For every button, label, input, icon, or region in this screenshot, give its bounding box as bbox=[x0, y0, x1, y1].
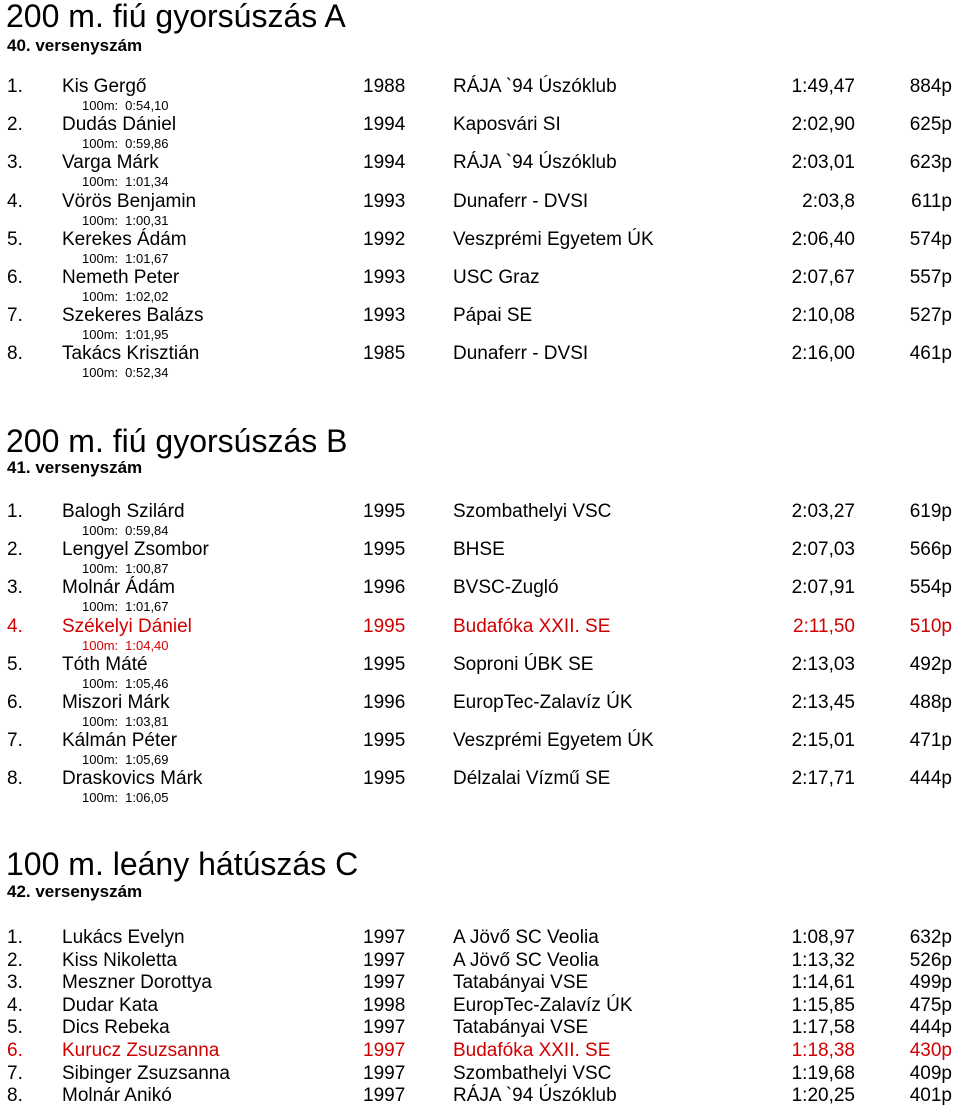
swimmer-name: Balogh Szilárd bbox=[62, 501, 185, 522]
result-time: 2:13,45 bbox=[791, 692, 855, 713]
swimmer-name: Vörös Benjamin bbox=[62, 190, 197, 212]
result-row bbox=[0, 151, 960, 175]
club-name: Veszprémi Egyetem ÚK bbox=[453, 730, 654, 752]
split-label: 100m: bbox=[82, 714, 119, 729]
result-points: 611p bbox=[911, 190, 952, 212]
swimmer-name: Kis Gergő bbox=[62, 76, 147, 97]
result-row bbox=[0, 266, 960, 290]
birth-year: 1997 bbox=[363, 1085, 406, 1107]
result-place: 2. bbox=[7, 539, 23, 561]
club-name: Délzalai Vízmű SE bbox=[453, 768, 611, 790]
split-time bbox=[82, 327, 169, 342]
result-points: 461p bbox=[909, 343, 952, 365]
result-row bbox=[0, 1084, 960, 1108]
result-time: 1:18,38 bbox=[791, 1040, 855, 1061]
split-value: 1:02,02 bbox=[125, 289, 169, 304]
result-points: 444p bbox=[909, 768, 952, 790]
result-time: 2:07,03 bbox=[791, 539, 855, 561]
result-row bbox=[0, 75, 960, 99]
swimmer-name: Sibinger Zsuzsanna bbox=[62, 1062, 230, 1084]
split-label: 100m: bbox=[82, 790, 119, 806]
swimmer-name: Draskovics Márk bbox=[62, 768, 203, 790]
event-number: 40. versenyszám bbox=[7, 36, 143, 55]
split-label: 100m: bbox=[82, 98, 119, 113]
result-points: 884p bbox=[909, 76, 952, 97]
result-place: 2. bbox=[7, 949, 23, 971]
club-name: Pápai SE bbox=[453, 305, 533, 327]
result-row bbox=[0, 1062, 960, 1086]
split-label: 100m: bbox=[82, 523, 119, 538]
result-time: 1:08,97 bbox=[791, 927, 855, 948]
birth-year: 1985 bbox=[363, 343, 406, 365]
split-value: 1:01,67 bbox=[125, 599, 169, 615]
swimmer-name: Dics Rebeka bbox=[62, 1017, 170, 1039]
result-row bbox=[0, 653, 960, 677]
result-place: 5. bbox=[7, 1017, 23, 1039]
split-time bbox=[82, 98, 169, 113]
result-place: 4. bbox=[7, 615, 23, 637]
birth-year: 1995 bbox=[363, 501, 406, 522]
result-place: 1. bbox=[7, 927, 23, 948]
result-time: 2:17,71 bbox=[791, 768, 855, 790]
swimmer-name: Dudar Kata bbox=[62, 994, 159, 1016]
result-row bbox=[0, 994, 960, 1018]
birth-year: 1995 bbox=[363, 539, 406, 561]
result-points: 444p bbox=[909, 1017, 952, 1039]
result-points: 557p bbox=[909, 267, 952, 288]
result-time: 1:15,85 bbox=[791, 994, 855, 1016]
result-points: 488p bbox=[909, 692, 952, 713]
birth-year: 1992 bbox=[363, 228, 406, 250]
result-place: 1. bbox=[7, 76, 23, 97]
club-name: Szombathelyi VSC bbox=[453, 1062, 612, 1084]
swimmer-name: Kiss Nikoletta bbox=[62, 949, 178, 971]
result-row bbox=[0, 1039, 960, 1063]
club-name: Soproni ÚBK SE bbox=[453, 653, 594, 675]
result-time: 2:10,08 bbox=[791, 305, 855, 327]
result-time: 2:06,40 bbox=[791, 228, 855, 250]
split-time bbox=[82, 174, 169, 189]
birth-year: 1993 bbox=[363, 267, 406, 288]
result-time: 1:49,47 bbox=[791, 76, 855, 97]
birth-year: 1997 bbox=[363, 927, 406, 948]
result-time: 1:20,25 bbox=[791, 1085, 855, 1107]
swimmer-name: Miszori Márk bbox=[62, 692, 170, 713]
split-time bbox=[82, 714, 169, 729]
result-row bbox=[0, 576, 960, 600]
result-place: 8. bbox=[7, 343, 23, 365]
split-label: 100m: bbox=[82, 365, 119, 381]
birth-year: 1993 bbox=[363, 305, 406, 327]
club-name: RÁJA `94 Úszóklub bbox=[453, 1085, 617, 1107]
club-name: Tatabányai VSE bbox=[453, 1017, 589, 1039]
split-label: 100m: bbox=[82, 250, 119, 266]
result-points: 619p bbox=[909, 501, 952, 522]
swimmer-name: Kerekes Ádám bbox=[62, 228, 187, 250]
result-place: 3. bbox=[7, 972, 23, 994]
club-name: Szombathelyi VSC bbox=[453, 501, 612, 522]
event-number: 41. versenyszám bbox=[7, 458, 143, 477]
split-value: 1:06,05 bbox=[125, 790, 169, 806]
club-name: Dunaferr - DVSI bbox=[453, 343, 589, 365]
split-time bbox=[82, 251, 169, 266]
result-place: 5. bbox=[7, 228, 23, 250]
result-points: 409p bbox=[909, 1062, 952, 1084]
club-name: Kaposvári SI bbox=[453, 114, 561, 136]
result-time: 2:07,67 bbox=[791, 267, 855, 288]
result-place: 2. bbox=[7, 114, 23, 136]
result-place: 7. bbox=[7, 305, 23, 327]
result-time: 2:15,01 bbox=[791, 730, 855, 752]
result-place: 1. bbox=[7, 501, 23, 522]
result-time: 2:03,27 bbox=[791, 501, 855, 522]
result-time: 1:14,61 bbox=[791, 972, 855, 994]
swimmer-name: Kurucz Zsuzsanna bbox=[62, 1040, 220, 1061]
split-time bbox=[82, 561, 169, 576]
result-time: 2:03,8 bbox=[802, 190, 855, 212]
swimmer-name: Molnár Ádám bbox=[62, 577, 175, 599]
split-label: 100m: bbox=[82, 561, 119, 577]
split-value: 0:52,34 bbox=[125, 365, 169, 381]
swimmer-name: Varga Márk bbox=[62, 152, 159, 174]
result-place: 6. bbox=[7, 1040, 23, 1061]
split-label: 100m: bbox=[82, 212, 119, 228]
split-time bbox=[82, 289, 169, 304]
split-value: 1:00,87 bbox=[125, 561, 169, 577]
swimmer-name: Székelyi Dániel bbox=[62, 615, 192, 637]
split-label: 100m: bbox=[82, 599, 119, 615]
result-time: 1:17,58 bbox=[791, 1017, 855, 1039]
club-name: EuropTec-Zalavíz ÚK bbox=[453, 994, 633, 1016]
swimmer-name: Tóth Máté bbox=[62, 653, 148, 675]
swimmer-name: Meszner Dorottya bbox=[62, 972, 212, 994]
split-label: 100m: bbox=[82, 675, 119, 691]
event-title: 200 m. fiú gyorsúszás B bbox=[6, 423, 348, 459]
result-time: 2:02,90 bbox=[791, 114, 855, 136]
birth-year: 1996 bbox=[363, 577, 406, 599]
result-place: 4. bbox=[7, 190, 23, 212]
club-name: RÁJA `94 Úszóklub bbox=[453, 152, 617, 174]
result-time: 1:13,32 bbox=[791, 949, 855, 971]
result-points: 625p bbox=[909, 114, 952, 136]
result-place: 6. bbox=[7, 267, 23, 288]
event-number: 42. versenyszám bbox=[7, 882, 143, 901]
split-value: 0:54,10 bbox=[125, 98, 169, 113]
birth-year: 1997 bbox=[363, 1017, 406, 1039]
birth-year: 1994 bbox=[363, 114, 406, 136]
result-time: 2:03,01 bbox=[791, 152, 855, 174]
result-points: 401p bbox=[909, 1085, 952, 1107]
split-label: 100m: bbox=[82, 289, 119, 304]
split-label: 100m: bbox=[82, 637, 119, 653]
club-name: BVSC-Zugló bbox=[453, 577, 559, 599]
birth-year: 1998 bbox=[363, 994, 406, 1016]
result-row bbox=[0, 926, 960, 950]
club-name: Budafóka XXII. SE bbox=[453, 1040, 611, 1061]
club-name: Dunaferr - DVSI bbox=[453, 190, 589, 212]
result-points: 574p bbox=[909, 228, 952, 250]
result-points: 471p bbox=[909, 730, 952, 752]
result-place: 3. bbox=[7, 152, 23, 174]
result-time: 1:19,68 bbox=[791, 1062, 855, 1084]
result-row bbox=[0, 971, 960, 995]
swimmer-name: Dudás Dániel bbox=[62, 114, 177, 136]
result-row bbox=[0, 1016, 960, 1040]
result-row bbox=[0, 691, 960, 715]
result-row bbox=[0, 615, 960, 639]
result-row bbox=[0, 342, 960, 366]
birth-year: 1997 bbox=[363, 972, 406, 994]
result-place: 4. bbox=[7, 994, 23, 1016]
split-value: 0:59,84 bbox=[125, 523, 169, 538]
split-time bbox=[82, 599, 169, 614]
result-points: 475p bbox=[909, 994, 952, 1016]
swimmer-name: Szekeres Balázs bbox=[62, 305, 204, 327]
birth-year: 1995 bbox=[363, 730, 406, 752]
result-time: 2:16,00 bbox=[791, 343, 855, 365]
split-label: 100m: bbox=[82, 327, 119, 343]
birth-year: 1993 bbox=[363, 190, 406, 212]
split-label: 100m: bbox=[82, 174, 119, 190]
split-value: 1:03,81 bbox=[125, 714, 169, 729]
result-time: 2:13,03 bbox=[791, 653, 855, 675]
split-time bbox=[82, 638, 169, 653]
result-place: 8. bbox=[7, 768, 23, 790]
birth-year: 1997 bbox=[363, 1040, 406, 1061]
result-points: 554p bbox=[909, 577, 952, 599]
result-time: 2:11,50 bbox=[793, 615, 855, 637]
club-name: Tatabányai VSE bbox=[453, 972, 589, 994]
split-value: 1:05,46 bbox=[125, 675, 169, 691]
club-name: A Jövő SC Veolia bbox=[453, 949, 599, 971]
result-points: 527p bbox=[909, 305, 952, 327]
result-points: 499p bbox=[909, 972, 952, 994]
club-name: A Jövő SC Veolia bbox=[453, 927, 599, 948]
swimmer-name: Lengyel Zsombor bbox=[62, 539, 209, 561]
result-points: 566p bbox=[909, 539, 952, 561]
birth-year: 1997 bbox=[363, 1062, 406, 1084]
event-title: 200 m. fiú gyorsúszás A bbox=[6, 0, 346, 34]
result-place: 7. bbox=[7, 730, 23, 752]
swimmer-name: Takács Krisztián bbox=[62, 343, 200, 365]
result-place: 3. bbox=[7, 577, 23, 599]
birth-year: 1995 bbox=[363, 653, 406, 675]
swimmer-name: Lukács Evelyn bbox=[62, 927, 185, 948]
result-row bbox=[0, 538, 960, 562]
result-row bbox=[0, 949, 960, 973]
split-time bbox=[82, 365, 169, 380]
result-points: 632p bbox=[909, 927, 952, 948]
result-points: 430p bbox=[909, 1040, 952, 1061]
result-row bbox=[0, 500, 960, 524]
split-time bbox=[82, 752, 169, 767]
club-name: BHSE bbox=[453, 539, 505, 561]
split-label: 100m: bbox=[82, 136, 119, 152]
result-row bbox=[0, 190, 960, 214]
result-row bbox=[0, 729, 960, 753]
split-value: 1:00,31 bbox=[125, 212, 169, 228]
birth-year: 1997 bbox=[363, 949, 406, 971]
result-row bbox=[0, 228, 960, 252]
split-value: 1:01,34 bbox=[125, 174, 169, 190]
event-title: 100 m. leány hátúszás C bbox=[6, 846, 359, 882]
split-time bbox=[82, 790, 169, 805]
club-name: Veszprémi Egyetem ÚK bbox=[453, 228, 654, 250]
swimmer-name: Molnár Anikó bbox=[62, 1085, 172, 1107]
split-value: 1:05,69 bbox=[125, 752, 169, 768]
split-time bbox=[82, 136, 169, 151]
result-place: 6. bbox=[7, 692, 23, 713]
result-row bbox=[0, 113, 960, 137]
split-value: 1:04,40 bbox=[125, 637, 169, 653]
birth-year: 1994 bbox=[363, 152, 406, 174]
result-time: 2:07,91 bbox=[791, 577, 855, 599]
result-points: 510p bbox=[909, 615, 952, 637]
split-label: 100m: bbox=[82, 752, 119, 768]
swimmer-name: Nemeth Peter bbox=[62, 267, 180, 288]
birth-year: 1995 bbox=[363, 768, 406, 790]
result-place: 7. bbox=[7, 1062, 23, 1084]
club-name: Budafóka XXII. SE bbox=[453, 615, 611, 637]
result-row bbox=[0, 304, 960, 328]
result-points: 492p bbox=[909, 653, 952, 675]
club-name: RÁJA `94 Úszóklub bbox=[453, 76, 617, 97]
result-row bbox=[0, 767, 960, 791]
birth-year: 1995 bbox=[363, 615, 406, 637]
split-time bbox=[82, 523, 169, 538]
club-name: EuropTec-Zalavíz ÚK bbox=[453, 692, 633, 713]
result-place: 5. bbox=[7, 653, 23, 675]
split-time bbox=[82, 213, 169, 228]
split-value: 0:59,86 bbox=[125, 136, 169, 152]
swimmer-name: Kálmán Péter bbox=[62, 730, 178, 752]
birth-year: 1988 bbox=[363, 76, 406, 97]
result-points: 526p bbox=[909, 949, 952, 971]
split-value: 1:01,67 bbox=[125, 250, 169, 266]
result-place: 8. bbox=[7, 1085, 23, 1107]
split-value: 1:01,95 bbox=[125, 327, 169, 343]
split-time bbox=[82, 676, 169, 691]
club-name: USC Graz bbox=[453, 267, 540, 288]
birth-year: 1996 bbox=[363, 692, 406, 713]
result-points: 623p bbox=[909, 152, 952, 174]
